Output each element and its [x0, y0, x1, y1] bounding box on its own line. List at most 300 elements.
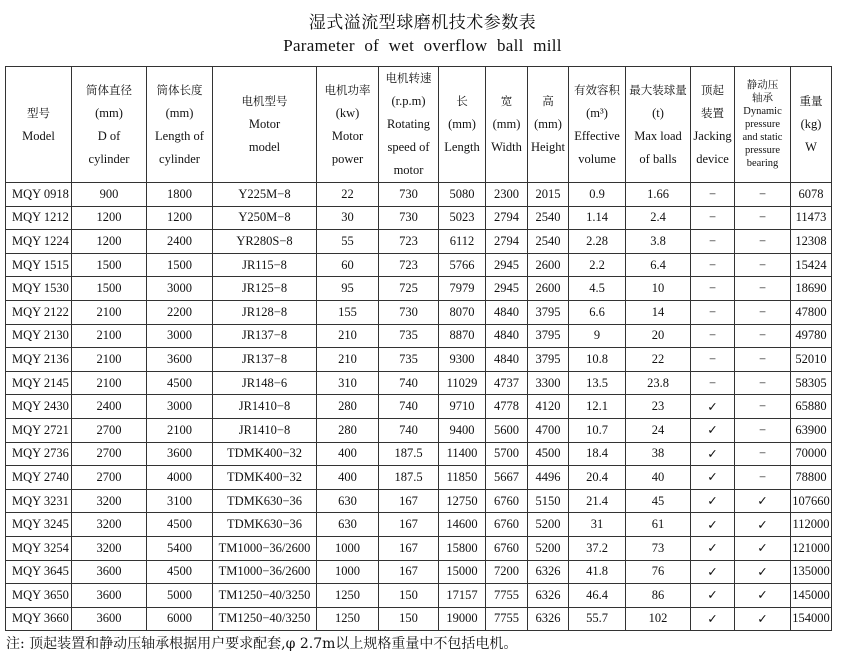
header-line: Length of [155, 128, 204, 143]
cell-effective-volume: 9 [569, 324, 626, 348]
cell-motor-power: 1000 [317, 536, 379, 560]
cell-max-ball-load: 40 [626, 466, 691, 490]
cell-length: 17157 [439, 584, 486, 608]
cell-motor-model: JR148−6 [213, 371, 317, 395]
cell-width: 5667 [486, 466, 528, 490]
table-row [6, 513, 832, 537]
cell-weight: 58305 [791, 371, 832, 395]
cell-model: MQY 2736 [6, 442, 72, 466]
cell-weight: 154000 [791, 607, 832, 631]
cell-motor-speed: 150 [379, 584, 439, 608]
cell-jacking-device: − [691, 230, 735, 254]
cell-motor-speed: 730 [379, 183, 439, 207]
parameter-table [5, 66, 832, 631]
cell-weight: 47800 [791, 300, 832, 324]
cell-cylinder-diameter: 900 [72, 183, 147, 207]
header-line: (mm) [95, 105, 123, 120]
cell-cylinder-diameter: 3600 [72, 607, 147, 631]
cell-length: 6112 [439, 230, 486, 254]
cell-effective-volume: 10.8 [569, 348, 626, 372]
table-row [6, 418, 832, 442]
table-row [6, 300, 832, 324]
cell-length: 15800 [439, 536, 486, 560]
cell-width: 4737 [486, 371, 528, 395]
cell-effective-volume: 10.7 [569, 418, 626, 442]
cell-model: MQY 2130 [6, 324, 72, 348]
header-line: (mm) [492, 117, 521, 131]
header-effective-volume [569, 67, 626, 183]
cell-cylinder-diameter: 3600 [72, 584, 147, 608]
cell-jacking-device: − [691, 277, 735, 301]
header-line: 电机型号 [241, 94, 288, 108]
cell-height: 2600 [528, 253, 569, 277]
check-icon: ✓ [735, 513, 791, 537]
page-title-en: Parameter of wet overflow ball mill [283, 36, 562, 55]
header-line: Height [530, 140, 566, 154]
cell-motor-power: 630 [317, 489, 379, 513]
cell-height: 6326 [528, 560, 569, 584]
table-row [6, 607, 832, 631]
cell-motor-power: 30 [317, 206, 379, 230]
cell-length: 9400 [439, 418, 486, 442]
cell-cylinder-length: 6000 [147, 607, 213, 631]
table-row [6, 560, 832, 584]
header-model [6, 67, 72, 183]
cell-height: 4500 [528, 442, 569, 466]
cell-bearing: − [735, 253, 791, 277]
header-line: Rotating [386, 117, 431, 131]
cell-weight: 112000 [791, 513, 832, 537]
cell-motor-model: JR137−8 [213, 348, 317, 372]
table-row [6, 253, 832, 277]
cell-motor-power: 1250 [317, 607, 379, 631]
cell-bearing: − [735, 395, 791, 419]
cell-effective-volume: 0.9 [569, 183, 626, 207]
header-line: speed of [387, 140, 430, 154]
cell-motor-power: 210 [317, 348, 379, 372]
cell-cylinder-diameter: 1500 [72, 277, 147, 301]
table-row [6, 324, 832, 348]
cell-motor-speed: 167 [379, 513, 439, 537]
cell-height: 3795 [528, 348, 569, 372]
cell-weight: 121000 [791, 536, 832, 560]
cell-width: 4840 [486, 324, 528, 348]
cell-effective-volume: 12.1 [569, 395, 626, 419]
cell-effective-volume: 46.4 [569, 584, 626, 608]
check-icon: ✓ [735, 489, 791, 513]
cell-effective-volume: 18.4 [569, 442, 626, 466]
header-cylinder-diameter [72, 67, 147, 183]
cell-motor-model: JR128−8 [213, 300, 317, 324]
cell-height: 6326 [528, 584, 569, 608]
cell-motor-speed: 150 [379, 607, 439, 631]
cell-weight: 145000 [791, 584, 832, 608]
cell-max-ball-load: 22 [626, 348, 691, 372]
cell-effective-volume: 41.8 [569, 560, 626, 584]
check-icon: ✓ [691, 536, 735, 560]
cell-bearing: − [735, 442, 791, 466]
cell-motor-power: 95 [317, 277, 379, 301]
header-line: 静动压 [746, 79, 779, 91]
cell-width: 2945 [486, 277, 528, 301]
table-row [6, 466, 832, 490]
header-line: cylinder [88, 151, 130, 166]
header-line: Jacking [693, 128, 732, 143]
cell-motor-model: TDMK400−32 [213, 466, 317, 490]
table-row [6, 489, 832, 513]
cell-effective-volume: 2.2 [569, 253, 626, 277]
cell-cylinder-diameter: 2100 [72, 348, 147, 372]
cell-motor-speed: 187.5 [379, 442, 439, 466]
cell-length: 11400 [439, 442, 486, 466]
cell-cylinder-length: 4500 [147, 371, 213, 395]
check-icon: ✓ [691, 418, 735, 442]
check-icon: ✓ [735, 607, 791, 631]
cell-length: 5766 [439, 253, 486, 277]
cell-length: 8870 [439, 324, 486, 348]
table-row [6, 183, 832, 207]
table-row [6, 584, 832, 608]
cell-motor-speed: 730 [379, 300, 439, 324]
header-line: W [805, 140, 817, 154]
cell-max-ball-load: 24 [626, 418, 691, 442]
cell-length: 5023 [439, 206, 486, 230]
header-line: power [331, 151, 364, 166]
header-line: Dynamic [743, 106, 782, 117]
cell-bearing: − [735, 324, 791, 348]
cell-jacking-device: − [691, 348, 735, 372]
cell-cylinder-length: 3600 [147, 442, 213, 466]
header-motor-power [317, 67, 379, 183]
cell-width: 2300 [486, 183, 528, 207]
header-line: Width [491, 140, 522, 154]
cell-model: MQY 2145 [6, 371, 72, 395]
header-line: (mm) [534, 117, 562, 131]
cell-effective-volume: 13.5 [569, 371, 626, 395]
header-line: (kg) [800, 117, 822, 131]
table-row [6, 536, 832, 560]
cell-cylinder-diameter: 2700 [72, 466, 147, 490]
check-icon: ✓ [691, 489, 735, 513]
cell-length: 9300 [439, 348, 486, 372]
cell-motor-model: JR1410−8 [213, 418, 317, 442]
cell-bearing: − [735, 371, 791, 395]
cell-cylinder-length: 2400 [147, 230, 213, 254]
cell-motor-model: JR125−8 [213, 277, 317, 301]
cell-model: MQY 3660 [6, 607, 72, 631]
cell-height: 6326 [528, 607, 569, 631]
cell-bearing: − [735, 466, 791, 490]
check-icon: ✓ [735, 584, 791, 608]
cell-jacking-device: − [691, 371, 735, 395]
cell-cylinder-diameter: 1500 [72, 253, 147, 277]
cell-width: 2794 [486, 230, 528, 254]
header-line: (t) [652, 105, 664, 120]
header-line: (m³) [586, 105, 608, 120]
header-line: bearing [746, 158, 779, 169]
cell-model: MQY 3650 [6, 584, 72, 608]
cell-weight: 11473 [791, 206, 832, 230]
cell-model: MQY 3645 [6, 560, 72, 584]
cell-motor-power: 210 [317, 324, 379, 348]
cell-motor-power: 280 [317, 418, 379, 442]
cell-length: 15000 [439, 560, 486, 584]
cell-max-ball-load: 23.8 [626, 371, 691, 395]
cell-cylinder-diameter: 2700 [72, 418, 147, 442]
header-line: 有效容积 [574, 82, 620, 97]
cell-effective-volume: 20.4 [569, 466, 626, 490]
cell-cylinder-diameter: 2400 [72, 395, 147, 419]
cell-motor-model: TM1000−36/2600 [213, 536, 317, 560]
check-icon: ✓ [691, 442, 735, 466]
header-line: 筒体直径 [86, 82, 132, 97]
cell-max-ball-load: 3.8 [626, 230, 691, 254]
cell-motor-speed: 723 [379, 230, 439, 254]
table-row [6, 348, 832, 372]
table-row [6, 395, 832, 419]
cell-effective-volume: 4.5 [569, 277, 626, 301]
header-line: pressure [745, 145, 780, 156]
header-bearing [735, 67, 791, 183]
cell-weight: 78800 [791, 466, 832, 490]
cell-length: 11029 [439, 371, 486, 395]
cell-cylinder-diameter: 3200 [72, 489, 147, 513]
cell-cylinder-length: 5000 [147, 584, 213, 608]
cell-length: 19000 [439, 607, 486, 631]
header-line: motor [393, 163, 424, 177]
cell-effective-volume: 6.6 [569, 300, 626, 324]
cell-height: 4700 [528, 418, 569, 442]
cell-max-ball-load: 6.4 [626, 253, 691, 277]
cell-weight: 65880 [791, 395, 832, 419]
cell-cylinder-diameter: 3200 [72, 513, 147, 537]
cell-width: 5700 [486, 442, 528, 466]
cell-cylinder-diameter: 1200 [72, 230, 147, 254]
cell-weight: 52010 [791, 348, 832, 372]
cell-max-ball-load: 61 [626, 513, 691, 537]
cell-model: MQY 3245 [6, 513, 72, 537]
cell-effective-volume: 55.7 [569, 607, 626, 631]
cell-length: 11850 [439, 466, 486, 490]
header-line: 轴承 [752, 92, 773, 104]
header-line: Length [444, 140, 480, 154]
header-length [439, 67, 486, 183]
cell-length: 5080 [439, 183, 486, 207]
cell-height: 2600 [528, 277, 569, 301]
cell-cylinder-length: 1500 [147, 253, 213, 277]
cell-width: 2794 [486, 206, 528, 230]
cell-length: 7979 [439, 277, 486, 301]
cell-model: MQY 2430 [6, 395, 72, 419]
check-icon: ✓ [735, 536, 791, 560]
cell-model: MQY 2721 [6, 418, 72, 442]
cell-motor-model: JR115−8 [213, 253, 317, 277]
header-line: 长 [456, 94, 468, 108]
check-icon: ✓ [691, 395, 735, 419]
cell-width: 2945 [486, 253, 528, 277]
cell-weight: 15424 [791, 253, 832, 277]
cell-max-ball-load: 45 [626, 489, 691, 513]
cell-width: 6760 [486, 513, 528, 537]
cell-cylinder-length: 3000 [147, 324, 213, 348]
cell-effective-volume: 21.4 [569, 489, 626, 513]
cell-motor-model: TM1250−40/3250 [213, 584, 317, 608]
cell-motor-model: Y250M−8 [213, 206, 317, 230]
cell-model: MQY 1212 [6, 206, 72, 230]
cell-cylinder-length: 1200 [147, 206, 213, 230]
cell-height: 5200 [528, 513, 569, 537]
cell-weight: 6078 [791, 183, 832, 207]
header-line: (kw) [335, 105, 360, 120]
cell-weight: 63900 [791, 418, 832, 442]
cell-bearing: − [735, 277, 791, 301]
cell-max-ball-load: 14 [626, 300, 691, 324]
cell-max-ball-load: 1.66 [626, 183, 691, 207]
cell-motor-model: TDMK630−36 [213, 489, 317, 513]
header-cylinder-length [147, 67, 213, 183]
cell-bearing: − [735, 418, 791, 442]
header-weight [791, 67, 832, 183]
cell-cylinder-length: 4500 [147, 560, 213, 584]
cell-max-ball-load: 2.4 [626, 206, 691, 230]
cell-motor-power: 155 [317, 300, 379, 324]
cell-motor-model: TM1000−36/2600 [213, 560, 317, 584]
cell-motor-model: JR1410−8 [213, 395, 317, 419]
cell-length: 9710 [439, 395, 486, 419]
header-line: Motor [331, 128, 364, 143]
cell-max-ball-load: 73 [626, 536, 691, 560]
check-icon: ✓ [691, 607, 735, 631]
cell-cylinder-diameter: 2100 [72, 324, 147, 348]
cell-width: 6760 [486, 536, 528, 560]
cell-model: MQY 2740 [6, 466, 72, 490]
cell-motor-speed: 725 [379, 277, 439, 301]
cell-cylinder-diameter: 2700 [72, 442, 147, 466]
header-max-ball-load [626, 67, 691, 183]
check-icon: ✓ [691, 466, 735, 490]
cell-cylinder-length: 3000 [147, 277, 213, 301]
check-icon: ✓ [691, 513, 735, 537]
cell-bearing: − [735, 183, 791, 207]
cell-length: 14600 [439, 513, 486, 537]
cell-motor-power: 60 [317, 253, 379, 277]
cell-motor-speed: 723 [379, 253, 439, 277]
table-row [6, 277, 832, 301]
cell-max-ball-load: 102 [626, 607, 691, 631]
cell-motor-power: 310 [317, 371, 379, 395]
cell-motor-power: 400 [317, 442, 379, 466]
cell-width: 7755 [486, 584, 528, 608]
check-icon: ✓ [691, 584, 735, 608]
cell-height: 3795 [528, 324, 569, 348]
cell-weight: 12308 [791, 230, 832, 254]
cell-width: 4778 [486, 395, 528, 419]
cell-motor-power: 280 [317, 395, 379, 419]
cell-effective-volume: 31 [569, 513, 626, 537]
header-line: Motor [248, 117, 281, 131]
cell-length: 12750 [439, 489, 486, 513]
cell-motor-speed: 735 [379, 324, 439, 348]
header-line: (mm) [448, 117, 476, 131]
cell-width: 5600 [486, 418, 528, 442]
header-line: and static [742, 132, 783, 143]
cell-width: 7200 [486, 560, 528, 584]
cell-height: 3795 [528, 300, 569, 324]
cell-motor-power: 1250 [317, 584, 379, 608]
header-line: 电机功率 [324, 82, 371, 97]
cell-height: 5200 [528, 536, 569, 560]
table-row [6, 371, 832, 395]
header-line: device [696, 151, 729, 166]
cell-max-ball-load: 10 [626, 277, 691, 301]
cell-max-ball-load: 38 [626, 442, 691, 466]
header-line: 高 [542, 94, 554, 108]
cell-bearing: − [735, 348, 791, 372]
cell-cylinder-length: 3100 [147, 489, 213, 513]
header-line: (mm) [165, 105, 194, 120]
table-body [6, 183, 832, 631]
cell-motor-power: 22 [317, 183, 379, 207]
cell-width: 7755 [486, 607, 528, 631]
header-motor-model [213, 67, 317, 183]
cell-bearing: − [735, 230, 791, 254]
cell-motor-speed: 167 [379, 536, 439, 560]
table-row [6, 442, 832, 466]
header-line: Model [22, 128, 55, 143]
cell-jacking-device: − [691, 206, 735, 230]
cell-model: MQY 0918 [6, 183, 72, 207]
cell-motor-speed: 730 [379, 206, 439, 230]
header-height [528, 67, 569, 183]
cell-motor-model: TM1250−40/3250 [213, 607, 317, 631]
cell-model: MQY 1515 [6, 253, 72, 277]
cell-model: MQY 2136 [6, 348, 72, 372]
cell-model: MQY 2122 [6, 300, 72, 324]
cell-jacking-device: − [691, 253, 735, 277]
header-line: model [248, 140, 281, 154]
cell-model: MQY 3231 [6, 489, 72, 513]
cell-cylinder-length: 2100 [147, 418, 213, 442]
header-motor-speed [379, 67, 439, 183]
cell-max-ball-load: 86 [626, 584, 691, 608]
header-line: volume [578, 151, 616, 166]
cell-width: 6760 [486, 489, 528, 513]
header-width [486, 67, 528, 183]
cell-max-ball-load: 20 [626, 324, 691, 348]
cell-cylinder-diameter: 1200 [72, 206, 147, 230]
cell-cylinder-length: 4000 [147, 466, 213, 490]
cell-motor-speed: 740 [379, 418, 439, 442]
cell-jacking-device: − [691, 324, 735, 348]
header-line: 型号 [27, 105, 50, 120]
cell-weight: 18690 [791, 277, 832, 301]
cell-motor-speed: 167 [379, 489, 439, 513]
check-icon: ✓ [691, 560, 735, 584]
cell-motor-model: Y225M−8 [213, 183, 317, 207]
header-line: Max load [634, 128, 682, 143]
cell-cylinder-length: 1800 [147, 183, 213, 207]
header-line: Effective [574, 128, 620, 143]
cell-model: MQY 1530 [6, 277, 72, 301]
cell-max-ball-load: 23 [626, 395, 691, 419]
header-jacking-device [691, 67, 735, 183]
cell-motor-speed: 740 [379, 371, 439, 395]
cell-motor-speed: 187.5 [379, 466, 439, 490]
cell-width: 4840 [486, 348, 528, 372]
header-line: (r.p.m) [391, 94, 426, 108]
cell-cylinder-length: 2200 [147, 300, 213, 324]
cell-height: 4496 [528, 466, 569, 490]
